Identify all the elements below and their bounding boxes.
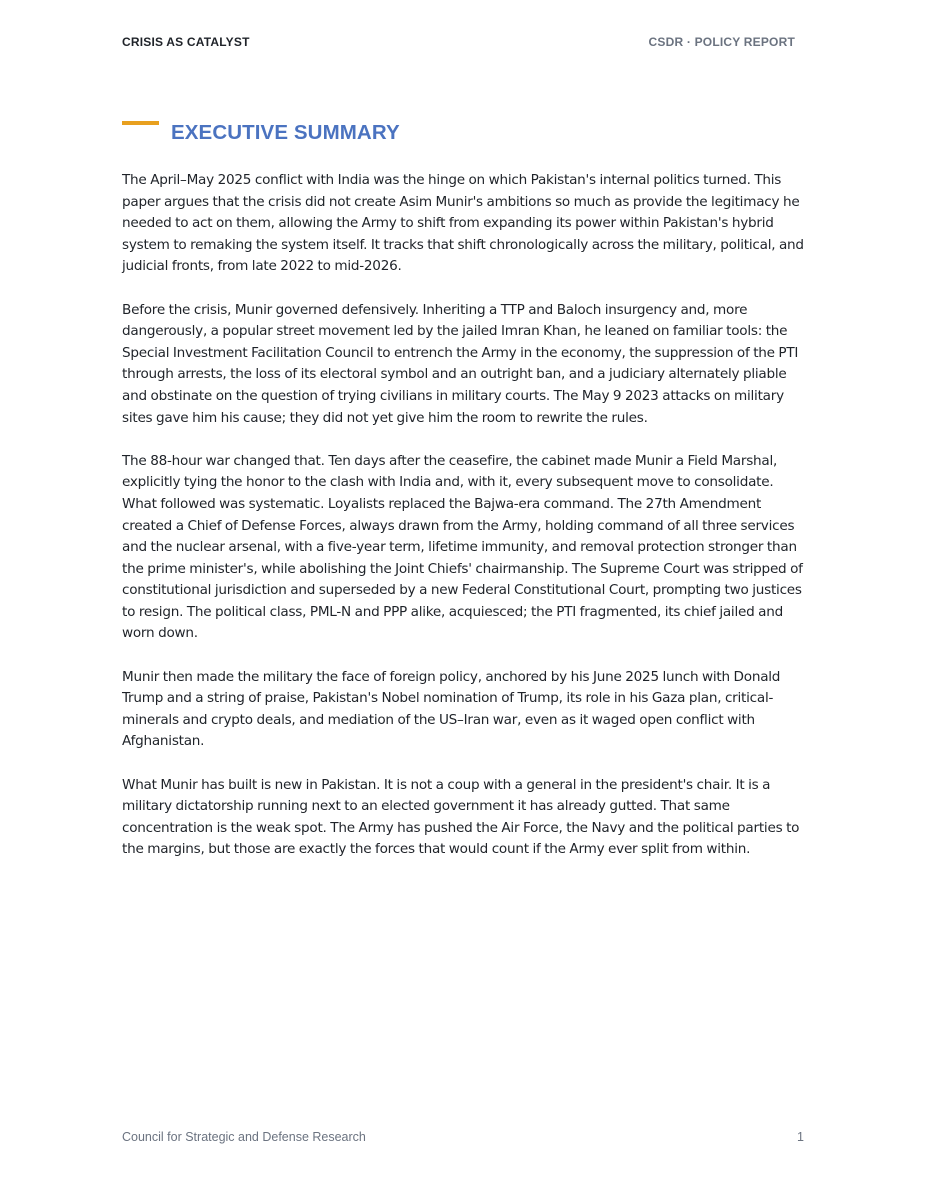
paragraph-3: The 88-hour war changed that. Ten days after the ceasefire, the cabinet made Munir a Field Marshal, explicitly tying the honor to the clash with India and, with it, every subsequent move to consolidate. What followed was systematic. Loyalists replaced the Bajwa-era command. The 27th Amendment created a Chief of Defense Forces, always drawn from the Army, holding command of all three services and the nuclear arsenal, with a five-year term, lifetime immunity, and removal protection stronger than the prime minister's, while abolishing the Joint Chiefs' chairmanship. The Supreme Court was stripped of constitutional jurisdiction and superseded by a new Federal Constitutional Court, prompting two justices to resign. The political class, PML-N and PPP alike, acquiesced; the PTI fragmented, its chief jailed and worn down.: [122, 452, 803, 642]
paragraph-5: What Munir has built is new in Pakistan. It is not a coup with a general in the president's chair. It is a military dictatorship running next to an elected government it has already gutted. That same concentration is the weak spot. The Army has pushed the Air Force, the Navy and the political parties to the margins, but those are exactly the forces that would count if the Army ever split from within.: [122, 776, 800, 858]
paragraph-1: The April–May 2025 conflict with India was the hinge on which Pakistan's internal politics turned. This paper argues that the crisis did not create Asim Munir's ambitions so much as provide the legitimacy he needed to act on them, allowing the Army to shift from expanding its power within Pakistan's hybrid system to remaking the system itself. It tracks that shift chronologically across the military, political, and judicial fronts, from late 2022 to mid-2026.: [122, 172, 804, 275]
page-number: 1: [797, 1130, 804, 1144]
footer-organization: Council for Strategic and Defense Research: [122, 1130, 366, 1144]
paragraph-2: Before the crisis, Munir governed defensively. Inheriting a TTP and Baloch insurgency and, more dangerously, a popular street movement led by the jailed Imran Khan, he leaned on familiar tools: the Special Investment Facilitation Council to entrench the Army in the economy, the suppression of the PTI through arrests, the loss of its electoral symbol and an outright ban, and a judiciary alternately pliable and obstinate on the question of trying civilians in military courts. The May 9 2023 attacks on military sites gave him his cause; they did not yet give him the room to rewrite the rules.: [122, 301, 799, 426]
paragraph-4: Munir then made the military the face of foreign policy, anchored by his June 2025 lunch with Donald Trump and a string of praise, Pakistan's Nobel nomination of Trump, its role in his Gaza plan, critical-minerals and crypto deals, and mediation of the US–Iran war, even as it waged open conflict with Afghanistan.: [122, 668, 781, 750]
running-header-title: CRISIS AS CATALYST: [122, 35, 250, 49]
executive-summary-body: [122, 170, 810, 883]
section-accent-bar: [122, 121, 159, 125]
running-header-publisher: CSDR · POLICY REPORT: [648, 35, 795, 49]
section-title: EXECUTIVE SUMMARY: [171, 121, 400, 144]
